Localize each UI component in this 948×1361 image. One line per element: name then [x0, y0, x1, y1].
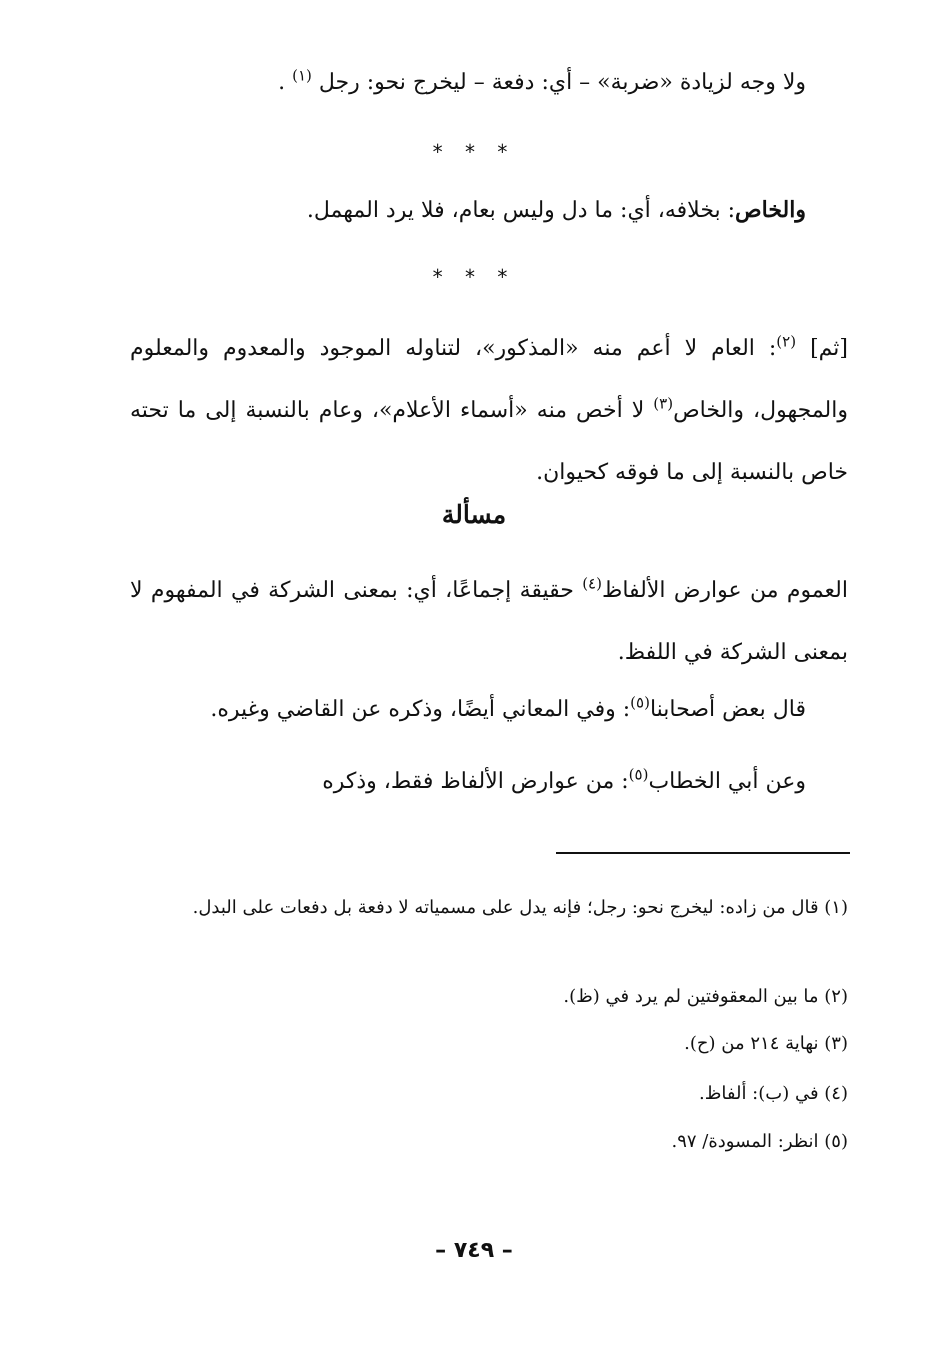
footnote-4-text: (٤) في (ب): ألفاظ.	[699, 1083, 848, 1104]
para6-text-1: وعن أبي الخطاب	[648, 769, 806, 794]
footnote-ref-2: (٢)	[776, 332, 797, 351]
para6-text-2: : من عوارض الألفاظ فقط، وذكره	[322, 769, 629, 794]
section-separator-1: * * *	[432, 140, 516, 164]
footnote-3	[130, 1030, 848, 1057]
footnote-1	[130, 880, 848, 936]
khas-definition	[0, 190, 806, 231]
footnote-2	[130, 983, 848, 1010]
para4-text-1: العموم من عوارض الألفاظ	[601, 578, 848, 603]
line1-end: .	[278, 70, 286, 95]
footnote-ref-5b: (٥)	[628, 765, 649, 784]
line1-text: ولا وجه لزيادة «ضربة» – أي: دفعة – ليخرج نحو: رجل	[318, 70, 806, 95]
footnote-ref-3: (٣)	[653, 394, 674, 413]
footnote-2-text: (٢) ما بين المعقوفتين لم يرد في (ظ).	[563, 986, 848, 1007]
paragraph-general-specific	[130, 318, 848, 504]
footnote-4	[130, 1080, 848, 1107]
footnote-5	[130, 1128, 848, 1155]
footnote-ref-4: (٤)	[582, 574, 602, 593]
para5-text-2: : وفي المعاني أيضًا، وذكره عن القاضي وغيره.	[210, 697, 631, 722]
section-separator-2: * * *	[432, 265, 516, 289]
text-line-abu-khattab	[0, 762, 806, 802]
section-heading: مسألة	[441, 500, 507, 529]
para3-text-1: : العام لا أعم منه «المذكور»، لتناوله الموجود والمعدوم والمعلوم والمجهول، والخاص	[130, 336, 848, 423]
footnote-5-text: (٥) انظر: المسودة/ ٩٧.	[671, 1131, 848, 1152]
para3-text-2: لا أخص منه «أسماء الأعلام»، وعام بالنسبة إلى ما تحته خاص بالنسبة إلى ما فوقه كحيوان.	[130, 398, 848, 485]
footnote-ref-5a: (٥)	[630, 693, 650, 712]
para3-bracket: [ثم]	[810, 336, 848, 361]
text-line-1	[0, 63, 806, 103]
footnote-divider	[100, 852, 850, 854]
para4-text-2: حقيقة إجماعًا، أي: بمعنى الشركة في المفهوم لا بمعنى الشركة في اللفظ.	[130, 578, 848, 665]
para5-text-1: قال بعض أصحابنا	[649, 697, 806, 722]
khas-term: والخاص	[735, 197, 806, 223]
footnote-divider-line	[556, 852, 850, 854]
khas-text: : بخلافه، أي: ما دل وليس بعام، فلا يرد المهمل.	[306, 198, 736, 223]
paragraph-generality	[130, 560, 848, 684]
footnote-3-text: (٣) نهاية ٢١٤ من (ح).	[684, 1033, 848, 1054]
page-number: – ٧٤٩ –	[435, 1238, 513, 1263]
text-line-companions	[0, 690, 806, 730]
footnote-ref-1: (١)	[292, 66, 312, 85]
footnote-1-text: (١) قال من زاده: ليخرج نحو: رجل؛ فإنه يدل على مسمياته لا دفعة بل دفعات على البدل.	[192, 897, 848, 918]
